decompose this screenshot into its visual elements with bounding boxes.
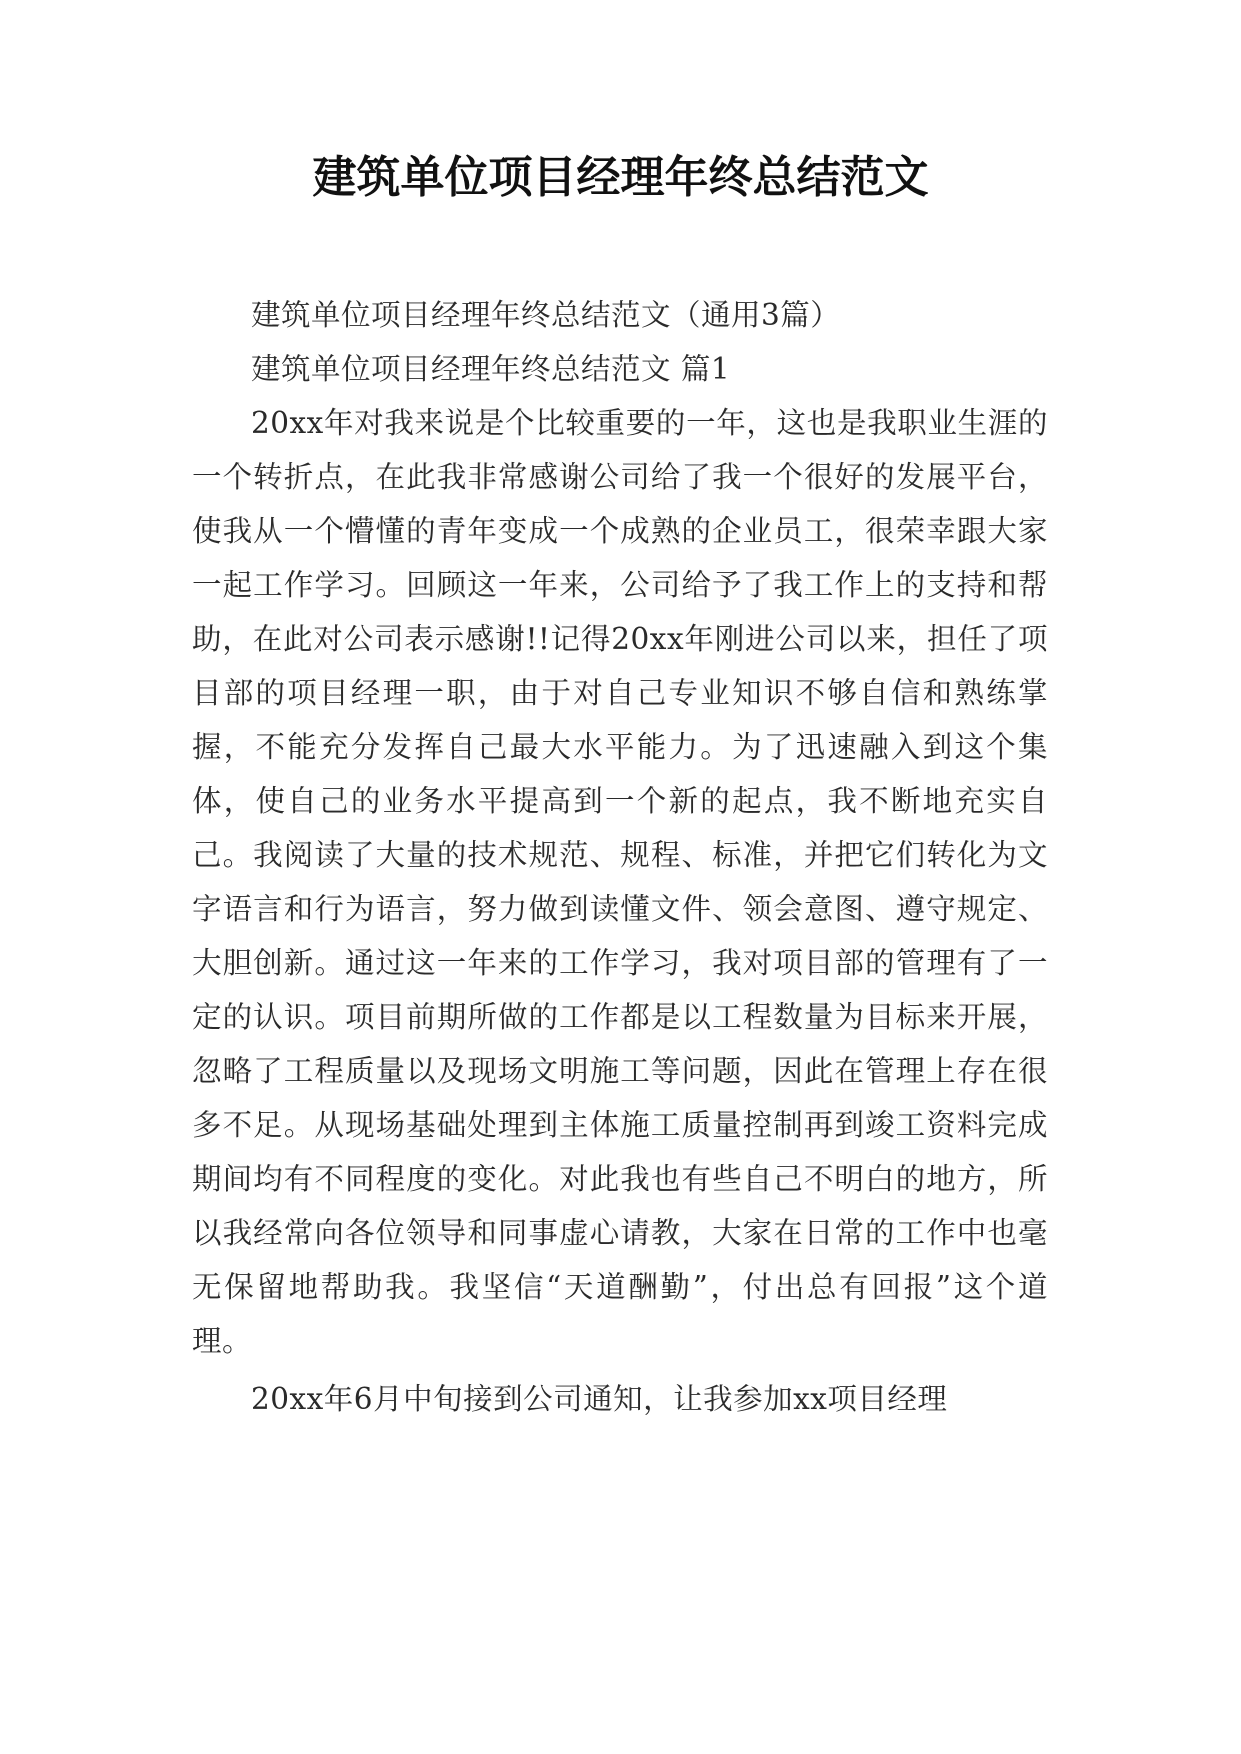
document-body	[192, 288, 1048, 1426]
document-subtitle: 建筑单位项目经理年终总结范文（通用3篇）	[251, 298, 841, 332]
body-paragraph: 20xx年6月中旬接到公司通知，让我参加xx项目经理	[251, 1382, 948, 1416]
body-paragraph: 20xx年对我来说是个比较重要的一年，这也是我职业生涯的一个转折点，在此我非常感谢公司给了我一个很好的发展平台，使我从一个懵懂的青年变成一个成熟的企业员工，很荣幸跟大家一起工作学习。回顾这一年来，公司给予了我工作上的支持和帮助，在此对公司表示感谢!!记得20xx年刚进公司以来，担任了项目部的项目经理一职，由于对自己专业知识不够自信和熟练掌握，不能充分发挥自己最大水平能力。为了迅速融入到这个集体，使自己的业务水平提高到一个新的起点，我不断地充实自己。我阅读了大量的技术规范、规程、标准，并把它们转化为文字语言和行为语言，努力做到读懂文件、领会意图、遵守规定、大胆创新。通过这一年来的工作学习，我对项目部的管理有了一定的认识。项目前期所做的工作都是以工程数量为目标来开展，忽略了工程质量以及现场文明施工等问题，因此在管理上存在很多不足。从现场基础处理到主体施工质量控制再到竣工资料完成期间均有不同程度的变化。对此我也有些自己不明白的地方，所以我经常向各位领导和同事虚心请教，大家在日常的工作中也毫无保留地帮助我。我坚信“天道酬勤”，付出总有回报”这个道理。	[192, 406, 1048, 1358]
document-title: 建筑单位项目经理年终总结范文	[312, 152, 929, 203]
section-heading: 建筑单位项目经理年终总结范文 篇1	[251, 352, 731, 386]
